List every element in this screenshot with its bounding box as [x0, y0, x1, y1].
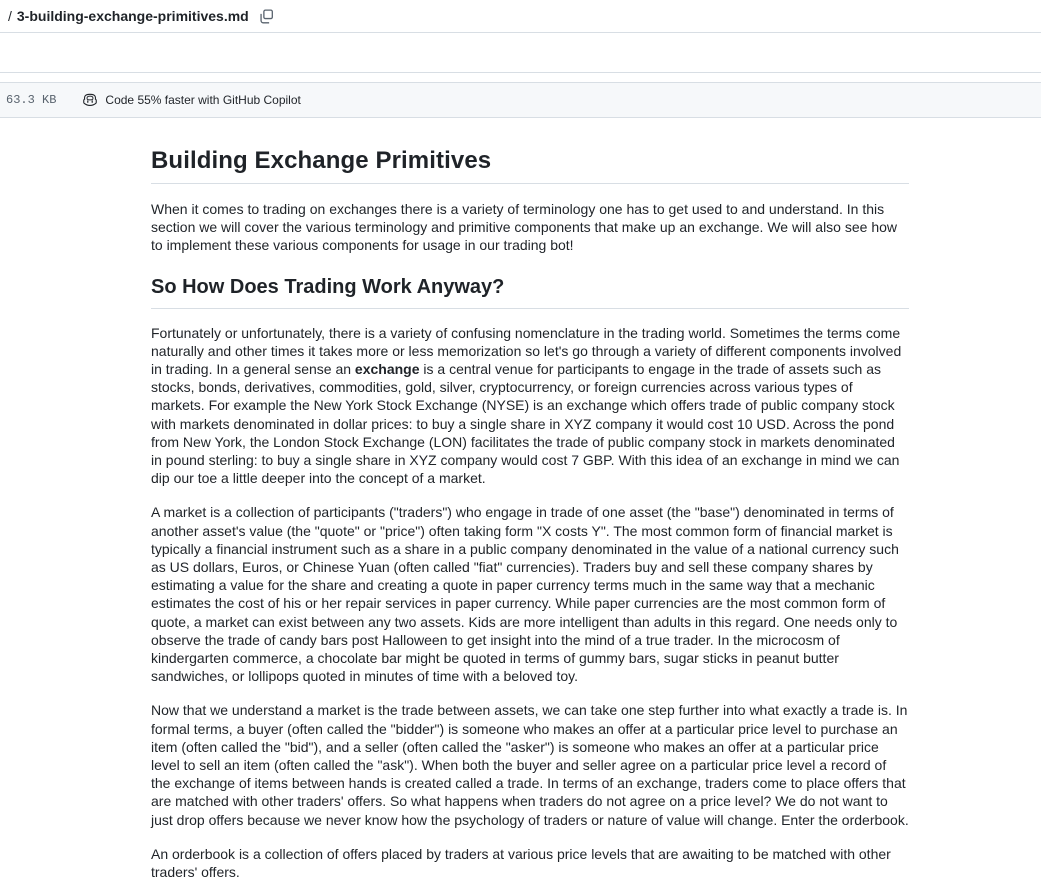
markdown-body [151, 118, 909, 881]
section-heading: So How Does Trading Work Anyway? [151, 275, 909, 309]
file-header-bar [0, 82, 1041, 118]
paragraph-exchange [151, 324, 909, 488]
spacer [0, 73, 1041, 82]
file-size: 63.3 KB [6, 93, 57, 107]
breadcrumb-filename: 3-building-exchange-primitives.md [16, 8, 249, 24]
copy-icon [259, 9, 274, 24]
breadcrumb-bar [0, 0, 1041, 33]
copilot-icon [82, 92, 98, 108]
paragraph-trade: Now that we understand a market is the trade between assets, we can take one step further into what exactly a trade is. In formal terms, a buyer (often called the "bidder") is someone who makes an offer at a particular price level to purchase an item (often called the "bid"), and a seller (often called the "asker") is someone who makes an offer at a particular price level to sell an item (often called the "ask"). When both the buyer and seller agree on a particular price level a record of the exchange of items between hands is created called a trade. In terms of an exchange, traders come to place offers that are matched with other traders' offers. So what happens when traders do not agree on a price level? We do not want to just drop offers because we never know how the psychology of traders or nature of value will change. Enter the orderbook. [151, 702, 909, 828]
intro-paragraph: When it comes to trading on exchanges there is a variety of terminology one has to get used to and understand. In this section we will cover the various terminology and primitive components that make up an exchange. We will also see how to implement these various components for usage in our trading bot! [151, 201, 897, 254]
paragraph-market: A market is a collection of participants ("traders") who engage in trade of one asset (the "base") denominated in terms of another asset's value (the "quote" or "price") often taking form "X costs Y". The most common form of financial market is typically a financial instrument such as a share in a public company denominated in the value of a national currency such as US dollars, Euros, or Chinese Yuan (often called "fiat" currencies). Traders buy and sell these company shares by estimating a value for the share and creating a quote in paper currency terms much in the same way that a mechanic estimates the cost of his or her repair services in paper currency. While paper currencies are the most common form of quote, a market can exist between any two assets. Kids are more intelligent than adults in this regard. One needs only to observe the trade of candy bars post Halloween to get insight into the mind of a true trader. In the microcosm of kindergarten commerce, a chocolate bar might be quoted in terms of gummy bars, sugar sticks in peanut butter sandwiches, or lollipops quoted in minutes of time with a beloved toy. [151, 504, 899, 685]
paragraph-exchange-bold-term: exchange [354, 361, 420, 378]
copilot-banner-label: Code 55% faster with GitHub Copilot [105, 93, 301, 107]
breadcrumb-separator: / [8, 8, 12, 24]
file-toolbar [0, 33, 1041, 73]
page-title: Building Exchange Primitives [151, 146, 909, 184]
paragraph-exchange-pre: Fortunately or unfortunately, there is a variety of confusing nomenclature in the trading world. Sometimes the terms come naturally and other times it takes more or less memorization so let's go through a variety of different components involved in trading. In a general sense an [151, 324, 902, 378]
paragraph-orderbook-partial: An orderbook is a collection of offers placed by traders at various price levels that are awaiting to be matched with other traders' offers. [151, 845, 891, 881]
breadcrumb [8, 8, 249, 24]
copilot-banner[interactable] [82, 92, 300, 108]
paragraph-exchange-post: is a central venue for participants to engage in the trade of assets such as stocks, bonds, derivatives, commodities, gold, silver, cryptocurrency, or foreign currencies across various types of markets. For example the New York Stock Exchange (NYSE) is an exchange which offers trade of public company stock with markets denominated in dollar prices: to buy a single share in XYZ company it would cost 10 USD. Across the pond from New York, the London Stock Exchange (LON) facilitates the trade of public company stock in markets denominated in pound sterling: to buy a single share in XYZ company would cost 7 GBP. With this idea of an exchange in mind we can dip our toe a little deeper into the concept of a market. [151, 361, 900, 487]
copy-path-button[interactable] [259, 9, 274, 24]
